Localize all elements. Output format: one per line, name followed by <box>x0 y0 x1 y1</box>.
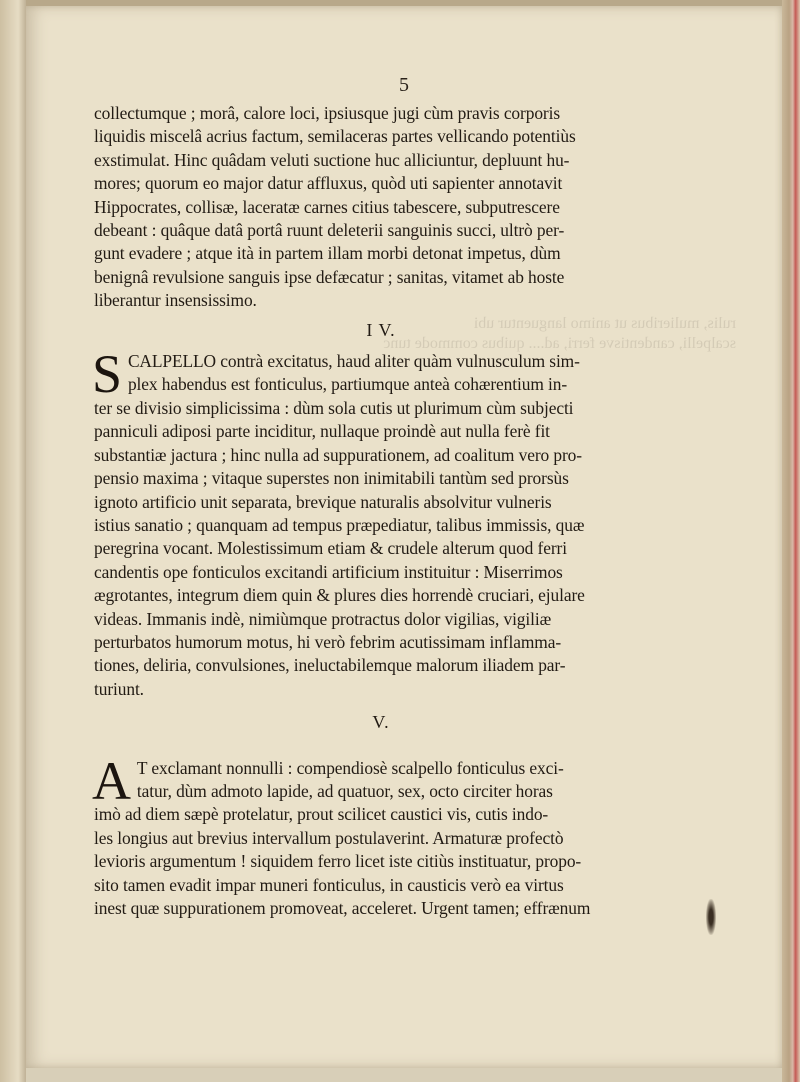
page-fore-edge <box>782 0 800 1082</box>
continuation-line: gunt evadere ; atque ità in partem illam morbi detonat impetus, dùm <box>94 243 561 264</box>
section-v-line: les longius aut brevius intervallum postulaverint. Armaturæ profectò <box>94 827 564 848</box>
continuation-line: liberantur insensissimo. <box>94 290 257 311</box>
continuation-line: Hippocrates, collisæ, laceratæ carnes citius tabescere, subputrescere <box>94 196 560 217</box>
section-iv-line: plex habendus est fonticulus, partiumque anteà cohærentium in- <box>127 374 568 395</box>
section-heading-iv: I V. <box>366 319 396 340</box>
section-iv-line: CALPELLO contrà excitatus, haud aliter quàm vulnusculum sim- <box>127 351 580 372</box>
section-iv-line: istius sanatio ; quanquam ad tempus præpediatur, talibus immissis, quæ <box>94 514 585 535</box>
section-v-line: sito tamen evadit impar muneri fonticulus, in causticis verò ea virtus <box>94 874 564 895</box>
section-iv-line: ter se divisio simplicissima : dùm sola cutis ut plurimum cùm subjecti <box>94 397 574 418</box>
section-v-line: levioris argumentum ! siquidem ferro licet iste citiùs instituatur, propo- <box>94 851 582 872</box>
section-v-line: tatur, dùm admoto lapide, ad quatuor, sex, octo circiter horas <box>136 780 553 801</box>
continuation-line: exstimulat. Hinc quâdam veluti suctione huc alliciuntur, depluunt hu- <box>94 149 570 170</box>
section-v-line: inest quæ suppurationem promoveat, acceleret. Urgent tamen; effrænum <box>94 898 591 918</box>
continuation-line: mores; quorum eo major datur affluxus, quòd uti sapienter annotavit <box>94 173 563 194</box>
section-iv-line: turiunt. <box>94 678 144 699</box>
section-v-line: imò ad diem sæpè protelatur, prout scilicet caustici vis, cutis indo- <box>94 804 549 825</box>
continuation-line: liquidis miscelâ acrius factum, semilaceras partes vellicando potentiùs <box>94 126 576 147</box>
ink-stain <box>706 899 716 935</box>
continuation-line: benignâ revulsione sanguis ipse defæcatur ; sanitas, vitamet ab hoste <box>94 266 565 287</box>
section-iv-line: panniculi adiposi parte inciditur, nullaque proindè aut nulla ferè fit <box>94 421 550 442</box>
section-iv-line: videas. Immanis indè, nimiùmque protractus dolor vigilias, vigiliæ <box>94 608 552 629</box>
section-v-paragraph <box>92 750 668 921</box>
text-body <box>94 102 668 920</box>
section-iv-paragraph <box>92 344 668 701</box>
section-iv-line: candentis ope fonticulos excitandi artificium instituitur : Miserrimos <box>94 561 563 582</box>
section-iv-line: peregrina vocant. Molestissimum etiam & crudele alterum quod ferri <box>94 538 567 559</box>
section-iv-line: substantiæ jactura ; hinc nulla ad suppurationem, ad coalitum vero pro- <box>94 444 582 465</box>
dropcap-a: A <box>92 750 131 811</box>
continuation-line: collectumque ; morâ, calore loci, ipsiusque jugi cùm pravis corporis <box>94 103 560 123</box>
section-iv-line: pensio maxima ; vitaque superstes non inimitabili tantùm sed prorsùs <box>94 468 569 489</box>
show-through-text: rulis, mulieribus ut animo languentur ubi scalpelli, candentisve ferri, ad.... quibus commode tunc <box>383 315 736 352</box>
section-heading-v: V. <box>372 712 390 733</box>
section-iv-line: ægrotantes, integrum diem quin & plures dies horrendè cruciari, ejulare <box>94 585 585 606</box>
book-page <box>26 6 782 1068</box>
dropcap-s: S <box>92 344 122 405</box>
section-iv-line: ignoto artificio unit separata, brevique naturalis absolvitur vulneris <box>94 491 552 512</box>
section-iv-line: perturbatos humorum motus, hi verò febrim acutissimam inflamma- <box>94 631 562 652</box>
section-v-line: T exclamant nonnulli : compendiosè scalpello fonticulus exci- <box>136 757 564 778</box>
continuation-line: debeant : quâque datâ portâ ruunt deleterii sanguinis succi, ultrò per- <box>94 220 565 241</box>
page-number: 5 <box>399 74 409 96</box>
facing-page-edge <box>0 0 26 1082</box>
section-iv-line: tiones, deliria, convulsiones, ineluctabilemque malorum iliadem par- <box>94 655 566 676</box>
paragraph-continuation <box>94 102 668 313</box>
